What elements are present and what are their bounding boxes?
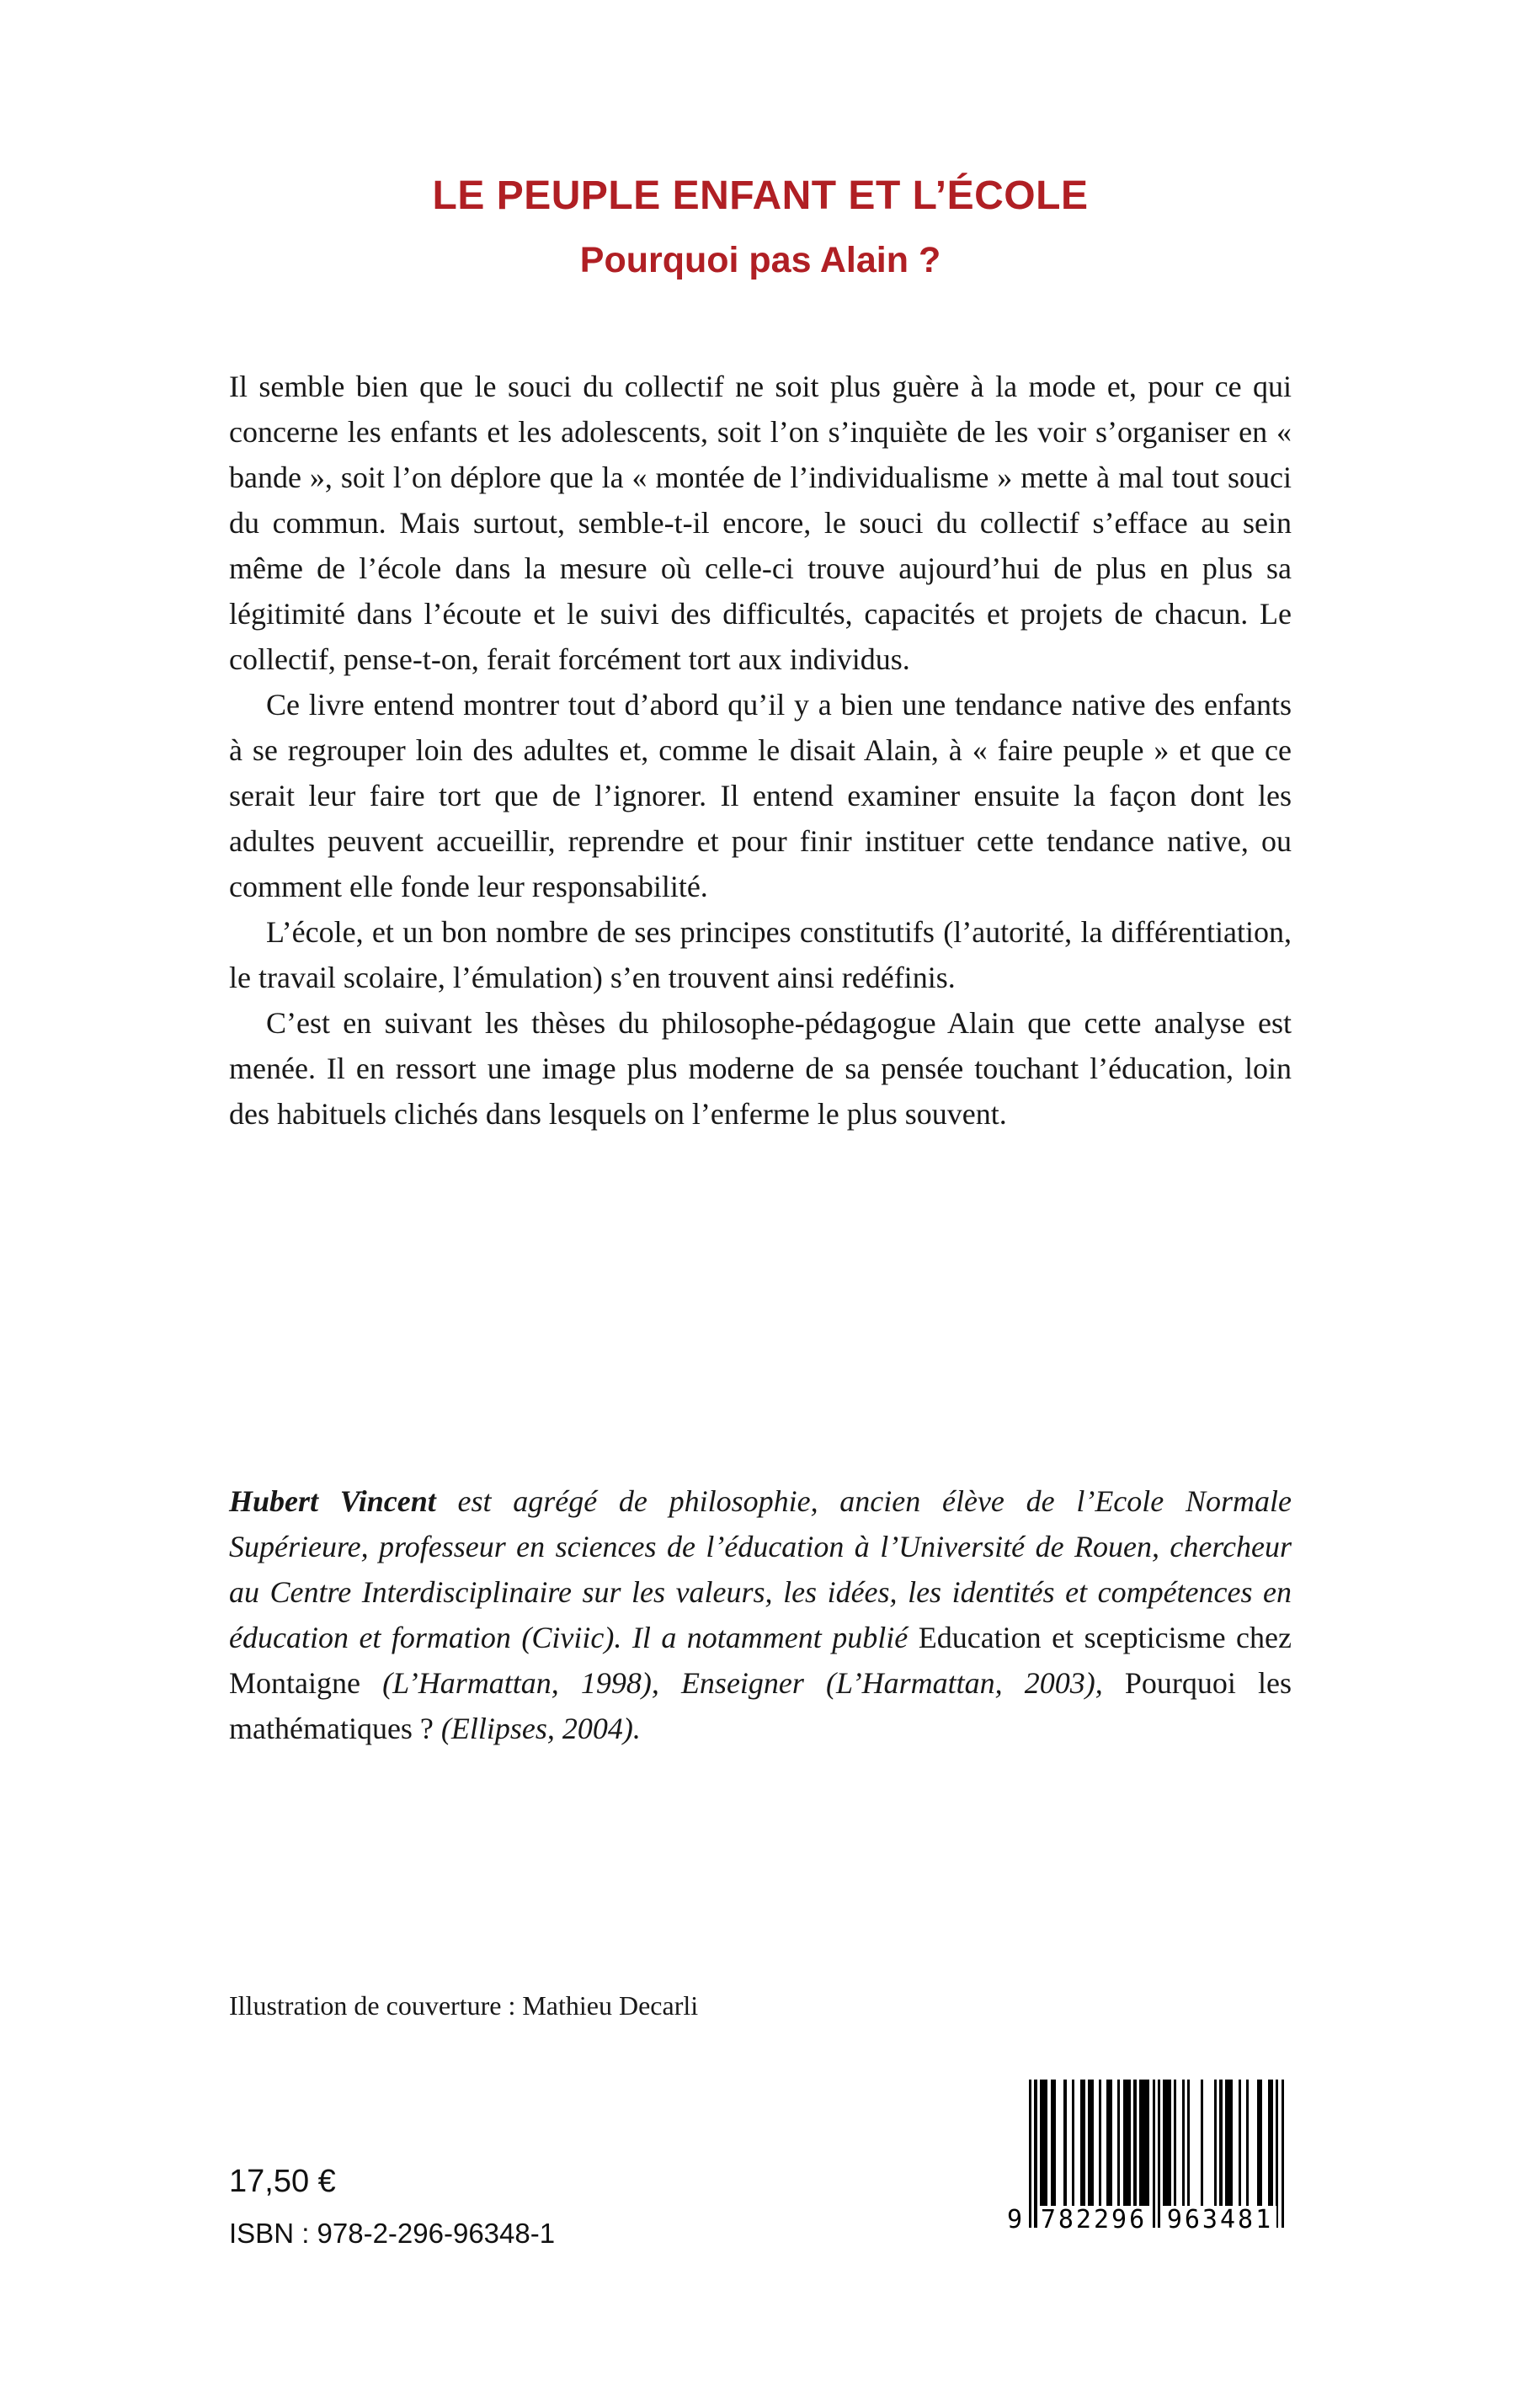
bio-segment: est agrégé de philosophie, ancien élève de l’Ecole Normale Supérieure, professeur en sciences de l’éducation à l’Université de Rouen, chercheur au Centre Interdisciplinaire sur les valeurs, les idées, les identités et compétences en éducation et formation (Civiic). Il a notamment publié	[229, 1484, 1292, 1654]
barcode-digits-right: 963481	[1164, 2206, 1276, 2234]
book-subtitle: Pourquoi pas Alain ?	[579, 240, 941, 280]
bio-segment: (L’Harmattan, 1998), Enseigner (L’Harmattan, 2003),	[360, 1666, 1125, 1700]
price: 17,50 €	[229, 2164, 336, 2199]
book-title: LE PEUPLE ENFANT ET L’ÉCOLE	[432, 173, 1089, 218]
bio-segment: Education et scepticisme chez Montaigne	[229, 1621, 1292, 1700]
bio-text	[229, 1478, 1292, 1751]
price-block	[229, 2164, 555, 2250]
barcode	[1007, 2080, 1288, 2248]
bio-segment: Hubert Vincent	[229, 1484, 436, 1518]
illustration-credit: Illustration de couverture : Mathieu Decarli	[229, 1990, 699, 2021]
title-block	[229, 172, 1292, 281]
barcode-digits-left: 782296	[1037, 2206, 1150, 2234]
paragraph: C’est en suivant les thèses du philosophe-pédagogue Alain que cette analyse est menée. Il en ressort une image plus moderne de sa pensée touchant l’éducation, loin des habituels clichés dans lesquels on l’enferme le plus souvent.	[229, 1006, 1292, 1131]
barcode-digit-leading: 9	[1007, 2206, 1026, 2234]
paragraph: Ce livre entend montrer tout d’abord qu’il y a bien une tendance native des enfants à se regrouper loin des adultes et, comme le disait Alain, à « faire peuple » et que ce serait leur faire tort que de l’ignorer. Il entend examiner ensuite la façon dont les adultes peuvent accueillir, reprendre et pour finir instituer cette tendance native, ou comment elle fonde leur responsabilité.	[229, 688, 1292, 903]
isbn: ISBN : 978-2-296-96348-1	[229, 2218, 556, 2249]
body-text	[229, 364, 1292, 1137]
bio-segment: Pourquoi les mathématiques ?	[229, 1666, 1292, 1745]
paragraph: L’école, et un bon nombre de ses principes constitutifs (l’autorité, la différentiation, le travail scolaire, l’émulation) s’en trouvent ainsi redéfinis.	[229, 915, 1292, 994]
bio-segment: (Ellipses, 2004).	[440, 1712, 641, 1745]
paragraph: Il semble bien que le souci du collectif ne soit plus guère à la mode et, pour ce qui concerne les enfants et les adolescents, soit l’on s’inquiète de les voir s’organiser en « bande », soit l’on déplore que la « montée de l’individualisme » mette à mal tout souci du commun. Mais surtout, semble-t-il encore, le souci du collectif s’efface au sein même de l’école dans la mesure où celle-ci trouve aujourd’hui de plus en plus sa légitimité dans l’écoute et le suivi des difficultés, capacités et projets de chacun. Le collectif, pense-t-on, ferait forcément tort aux individus.	[229, 370, 1292, 676]
